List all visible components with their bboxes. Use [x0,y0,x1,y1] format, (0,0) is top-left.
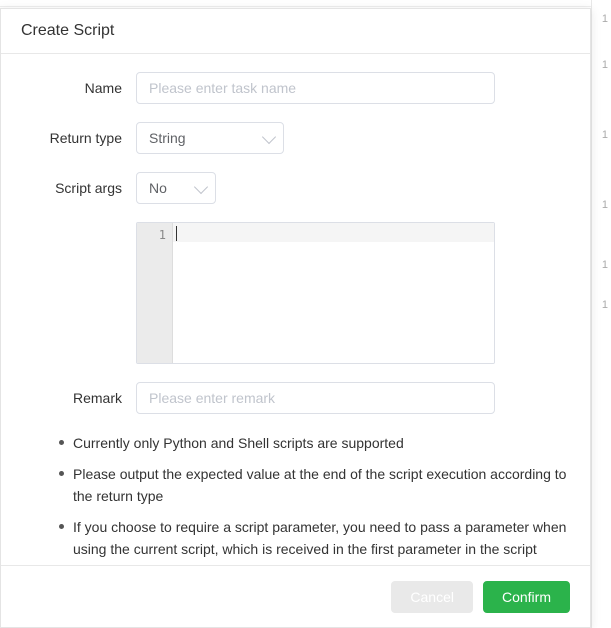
return-type-label: Return type [49,130,122,146]
form-row-name [21,72,570,104]
script-args-label: Script args [55,180,122,196]
cancel-button[interactable]: Cancel [391,581,473,613]
create-script-dialog [0,8,591,628]
dialog-footer [1,565,590,627]
background-tick: 1 [601,59,608,71]
editor-caret [176,226,177,241]
editor-line-numbers: 1 [137,223,173,363]
dialog-body [1,54,590,565]
background-tick: 1 [601,13,608,25]
tips-list [21,432,570,560]
background-tick: 1 [601,129,608,141]
return-type-control [136,122,570,154]
tip-item: Please output the expected value at the end of the script execution according to the return type [59,463,570,507]
background-top-bar [0,0,592,7]
dialog-title: Create Script [21,22,115,39]
editor-text-area[interactable] [173,223,494,363]
return-type-value: String [149,130,186,146]
chevron-down-icon [262,130,276,144]
editor-active-line-highlight [173,223,494,242]
name-label: Name [84,80,122,96]
name-input[interactable] [136,72,495,104]
name-control [136,72,570,104]
background-tick: 1 [601,199,608,211]
confirm-button[interactable]: Confirm [483,581,570,613]
dialog-header [1,9,590,54]
remark-control [136,382,570,414]
background-tick: 1 [601,259,608,271]
background-tick: 1 [601,299,608,311]
script-args-select[interactable] [136,172,216,204]
script-args-control [136,172,570,204]
form-row-remark [21,382,570,414]
script-editor-control [136,222,570,364]
form-row-script-args [21,172,570,204]
form-row-script-editor [21,222,570,364]
return-type-select[interactable] [136,122,284,154]
remark-input[interactable] [136,382,495,414]
form-row-return-type [21,122,570,154]
script-code-editor[interactable] [136,222,495,364]
chevron-down-icon [194,180,208,194]
tip-item: If you choose to require a script parameter, you need to pass a parameter when using the current script, which is received in the first parameter in the script [59,516,570,560]
tip-item: Currently only Python and Shell scripts are supported [59,432,570,454]
remark-label: Remark [72,390,122,406]
background-right-rail [591,0,611,628]
script-args-value: No [149,180,167,196]
